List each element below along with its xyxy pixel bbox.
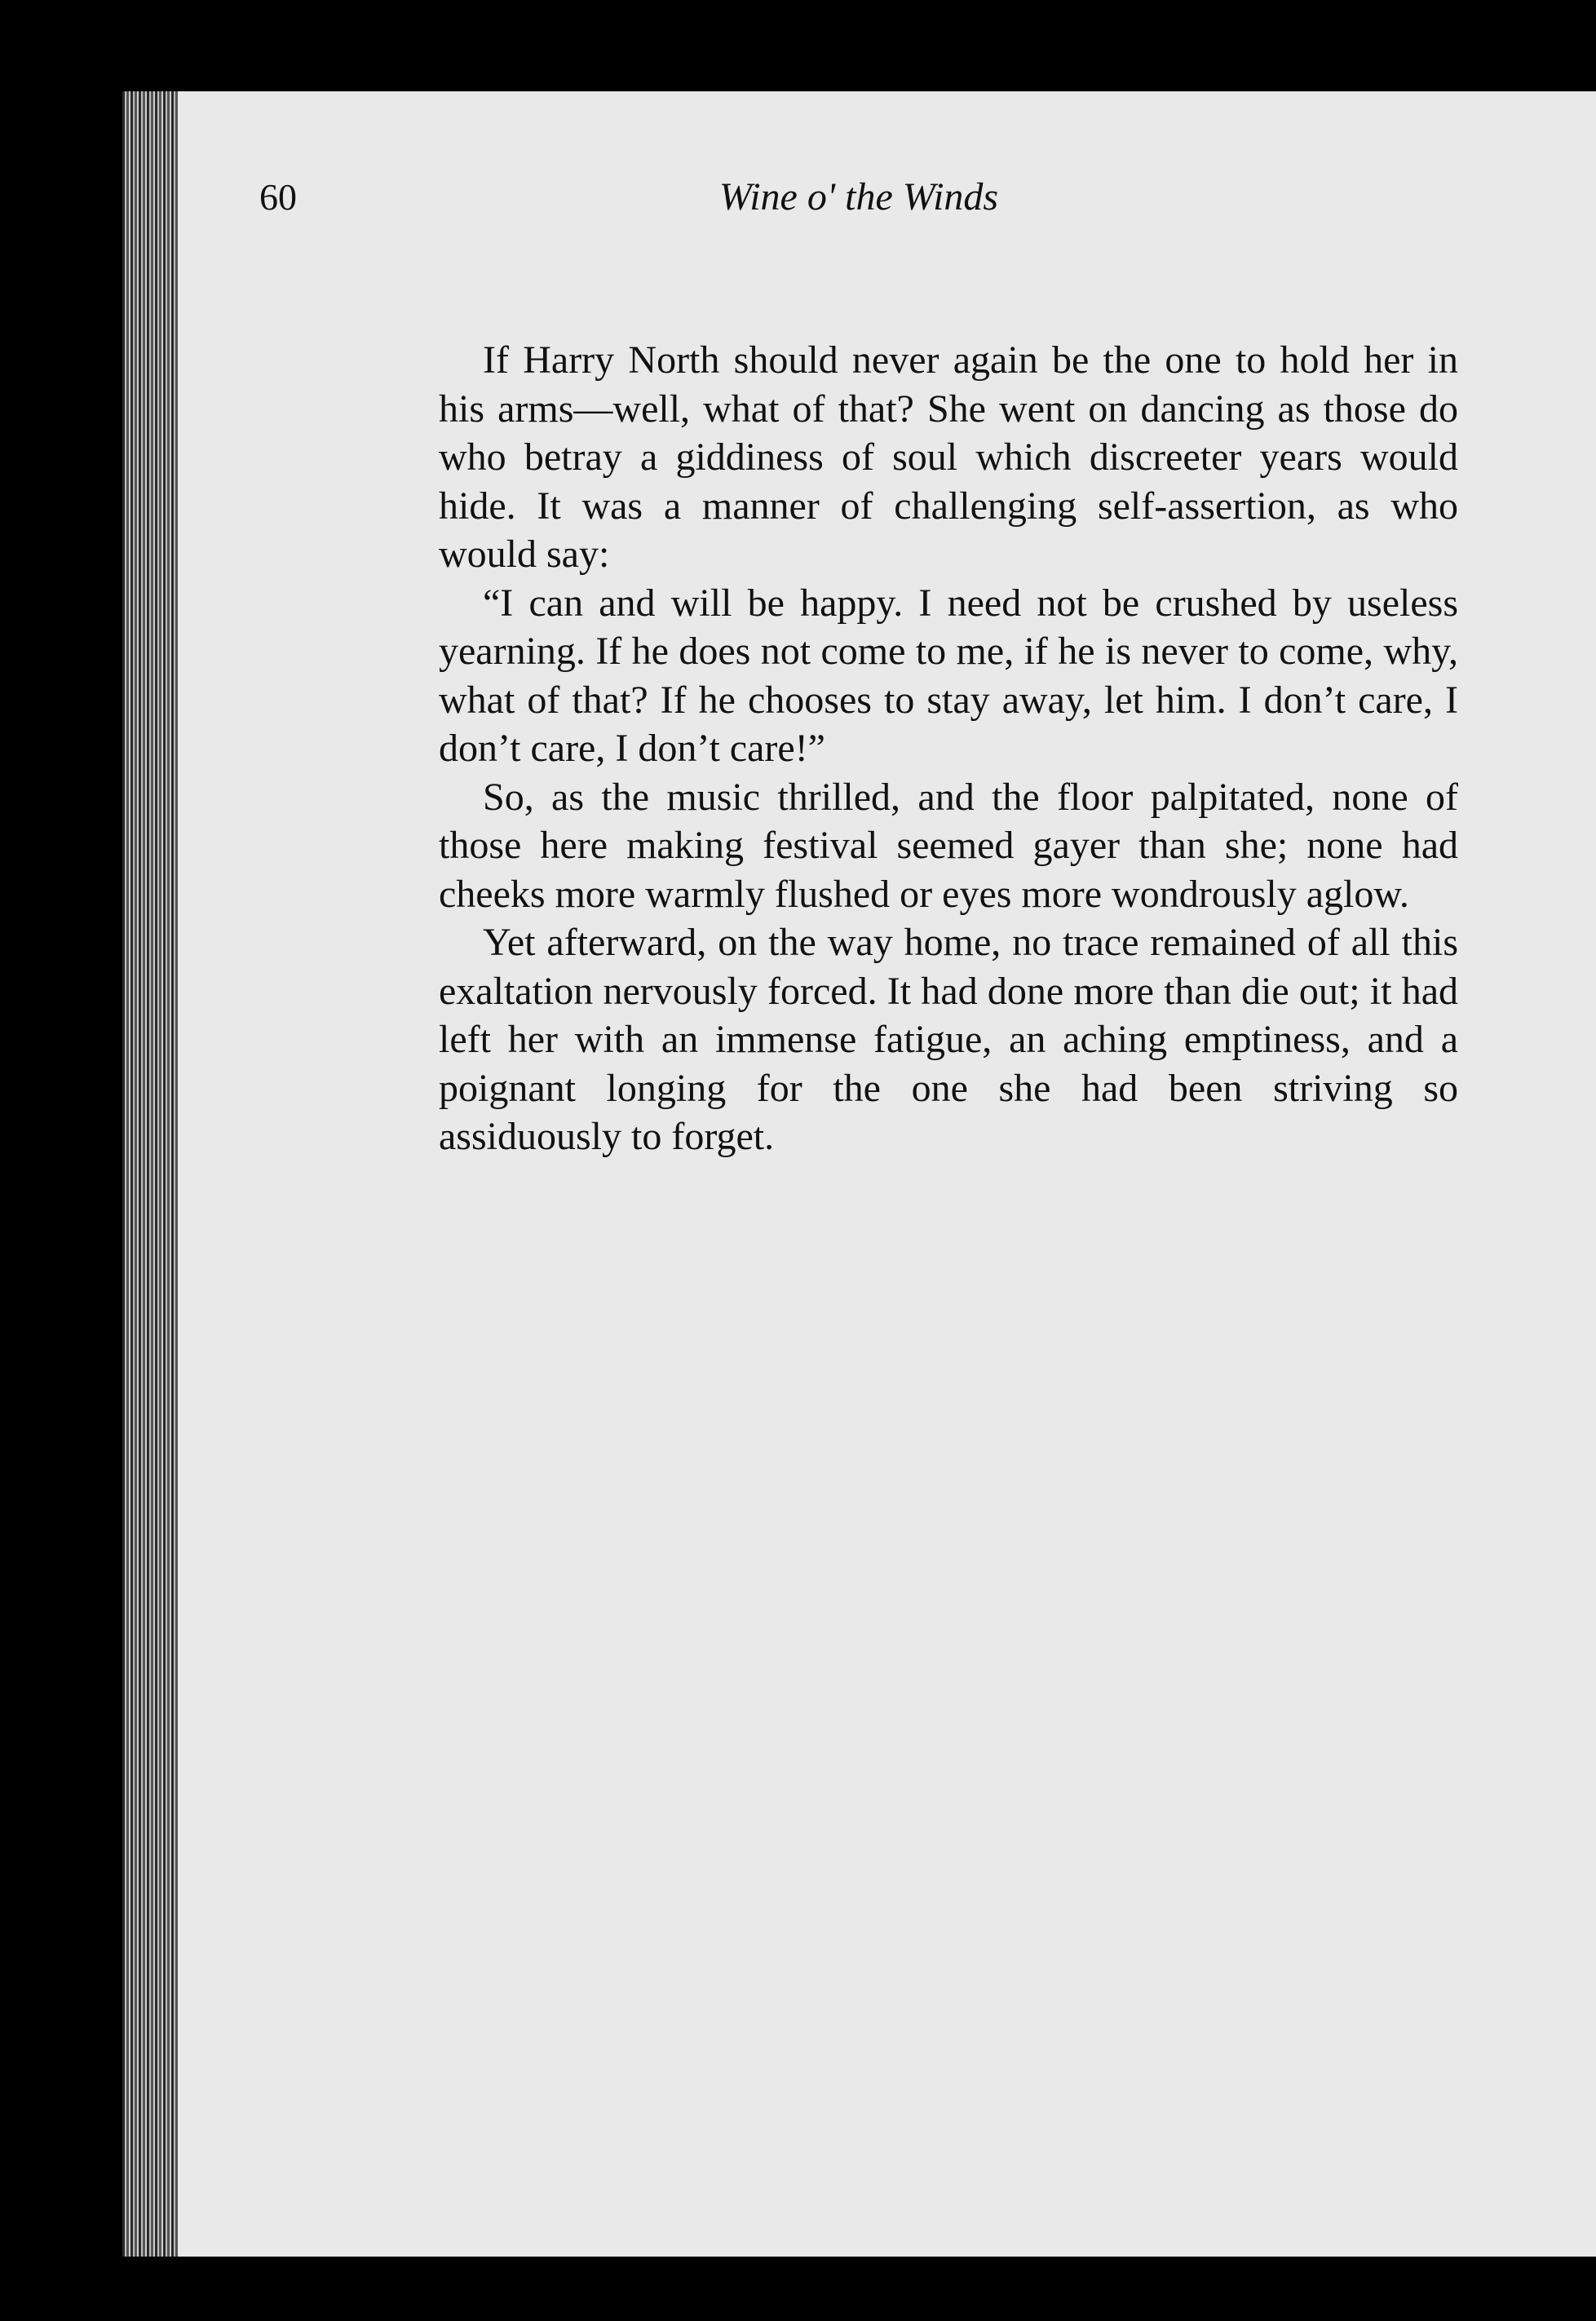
page-number: 60 (259, 176, 297, 218)
paragraph: “I can and will be happy. I need not be crushed by useless yearning. If he does not come to me, if he is never to come, why, what of that? If he chooses to stay away, let him. I don’t care, I don’t care, I don’t care!” (439, 581, 1458, 770)
paragraph: If Harry North should never again be the one to hold her in his arms—well, what of that? She went on dancing as those do who betray a giddiness of soul which discreeter years would hide. It was a manner of challenging self-assertion, as who would say: (439, 338, 1458, 576)
paragraph: Yet afterward, on the way home, no trace remained of all this exaltation nervously forced. It had done more than die out; it had left her with an immense fatigue, an aching emptiness, and a poignant longing for the one she had been striving so assiduously to forget. (439, 921, 1458, 1158)
page-header (259, 165, 1458, 230)
running-title: Wine o' the Winds (718, 175, 999, 219)
body-text (439, 336, 1458, 1161)
paragraph: So, as the music thrilled, and the floor palpitated, none of those here making festival seemed gayer than she; none had cheeks more warmly flushed or eyes more wondrously aglow. (439, 775, 1458, 916)
